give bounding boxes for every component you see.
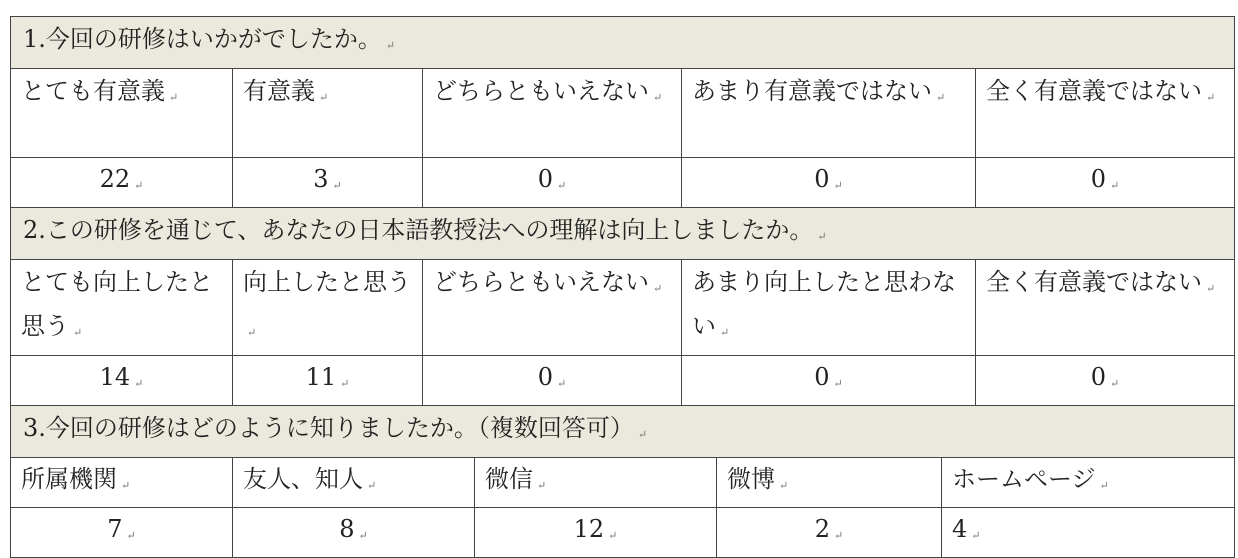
q1-count-2-value: 3 — [313, 165, 329, 193]
paragraph-mark: ↵ — [817, 230, 827, 243]
q2-option-5 — [976, 260, 1235, 356]
q2-option-1 — [11, 260, 233, 356]
paragraph-mark: ↵ — [73, 326, 83, 339]
paragraph-mark: ↵ — [653, 91, 663, 104]
q2-option-4-label: あまり向上したと思わない — [692, 268, 956, 340]
q1-option-5-label: 全く有意義ではない — [986, 77, 1202, 105]
survey-table-q1-q2 — [10, 16, 1235, 458]
question-1-text: 1.今回の研修はいかがでしたか。 — [23, 25, 382, 53]
q2-count-1-value: 14 — [99, 363, 131, 391]
question-3-row — [11, 406, 1235, 458]
paragraph-mark: ↵ — [340, 377, 350, 390]
q2-option-3-label: どちらともいえない — [433, 268, 649, 296]
q1-option-4 — [682, 69, 976, 158]
paragraph-mark: ↵ — [833, 179, 843, 192]
q1-option-3-label: どちらともいえない — [433, 77, 649, 105]
question-1-row — [11, 17, 1235, 69]
q2-option-2 — [233, 260, 423, 356]
q3-option-4 — [717, 458, 942, 508]
q2-option-4 — [682, 260, 976, 356]
q2-option-2-label: 向上したと思う — [243, 268, 411, 296]
q3-count-1-value: 7 — [107, 515, 123, 543]
q2-count-1 — [11, 356, 233, 406]
paragraph-mark: ↵ — [779, 479, 789, 492]
survey-table-q3 — [10, 457, 1235, 558]
q1-option-1-label: とても有意義 — [21, 77, 165, 105]
survey-results-document — [10, 16, 1234, 558]
paragraph-mark: ↵ — [557, 377, 567, 390]
q1-count-5 — [976, 158, 1235, 208]
q3-count-5 — [942, 508, 1235, 558]
q1-count-3-value: 0 — [537, 165, 554, 193]
q2-option-1-label: とても向上したと思う — [21, 268, 213, 340]
q1-count-1-value: 22 — [99, 165, 131, 193]
paragraph-mark: ↵ — [319, 91, 329, 104]
q3-option-1 — [11, 458, 233, 508]
q3-count-4-value: 2 — [814, 515, 831, 543]
paragraph-mark: ↵ — [833, 377, 843, 390]
question-3-text: 3.今回の研修はどのように知りましたか。（複数回答可） — [23, 414, 634, 442]
q1-option-1 — [11, 69, 233, 158]
paragraph-mark: ↵ — [169, 91, 179, 104]
paragraph-mark: ↵ — [367, 479, 377, 492]
q2-count-5-value: 0 — [1090, 363, 1107, 391]
q3-count-5-value: 4 — [952, 515, 968, 543]
q1-option-5 — [976, 69, 1235, 158]
paragraph-mark: ↵ — [537, 479, 547, 492]
q2-count-4-value: 0 — [814, 363, 830, 391]
q3-option-5 — [942, 458, 1235, 508]
q1-count-4-value: 0 — [814, 165, 830, 193]
paragraph-mark: ↵ — [134, 179, 144, 192]
paragraph-mark: ↵ — [134, 377, 144, 390]
q1-option-3 — [423, 69, 682, 158]
q2-count-2-value: 11 — [305, 363, 337, 391]
q3-count-4 — [717, 508, 942, 558]
paragraph-mark: ↵ — [332, 179, 342, 192]
q2-count-3 — [423, 356, 682, 406]
q1-count-2 — [233, 158, 423, 208]
q3-count-2-value: 8 — [339, 515, 355, 543]
q1-option-4-label: あまり有意義ではない — [692, 77, 932, 105]
question-2-text: 2.この研修を通じて、あなたの日本語教授法への理解は向上しましたか。 — [23, 216, 814, 244]
q1-count-1 — [11, 158, 233, 208]
paragraph-mark: ↵ — [720, 326, 730, 339]
question-2-counts-row — [11, 356, 1235, 406]
q3-option-5-label: ホームページ — [952, 465, 1096, 493]
paragraph-mark: ↵ — [358, 529, 368, 542]
q3-option-2 — [233, 458, 475, 508]
paragraph-mark: ↵ — [126, 529, 136, 542]
q3-option-1-label: 所属機関 — [21, 465, 117, 493]
paragraph-mark: ↵ — [121, 479, 131, 492]
question-2-row — [11, 208, 1235, 260]
q3-option-3-label: 微信 — [485, 465, 533, 493]
paragraph-mark: ↵ — [247, 326, 257, 339]
question-1-title — [11, 17, 1235, 69]
question-3-options-row — [11, 458, 1235, 508]
paragraph-mark: ↵ — [1110, 377, 1120, 390]
q3-option-3 — [475, 458, 717, 508]
question-1-options-row — [11, 69, 1235, 158]
question-2-title — [11, 208, 1235, 260]
paragraph-mark: ↵ — [971, 529, 981, 542]
q2-count-3-value: 0 — [537, 363, 554, 391]
q1-count-5-value: 0 — [1090, 165, 1107, 193]
question-2-options-row — [11, 260, 1235, 356]
paragraph-mark: ↵ — [1099, 479, 1109, 492]
q2-option-3 — [423, 260, 682, 356]
paragraph-mark: ↵ — [1206, 282, 1216, 295]
paragraph-mark: ↵ — [608, 529, 618, 542]
question-3-counts-row — [11, 508, 1235, 558]
q1-count-4 — [682, 158, 976, 208]
question-3-title — [11, 406, 1235, 458]
paragraph-mark: ↵ — [834, 529, 844, 542]
q3-option-4-label: 微博 — [727, 465, 775, 493]
q2-count-2 — [233, 356, 423, 406]
q1-option-2-label: 有意義 — [243, 77, 315, 105]
paragraph-mark: ↵ — [936, 91, 946, 104]
paragraph-mark: ↵ — [557, 179, 567, 192]
q3-count-2 — [233, 508, 475, 558]
q2-count-4 — [682, 356, 976, 406]
paragraph-mark: ↵ — [653, 282, 663, 295]
question-1-counts-row — [11, 158, 1235, 208]
q3-option-2-label: 友人、知人 — [243, 465, 363, 493]
q2-count-5 — [976, 356, 1235, 406]
q3-count-1 — [11, 508, 233, 558]
q3-count-3 — [475, 508, 717, 558]
paragraph-mark: ↵ — [1110, 179, 1120, 192]
q3-count-3-value: 12 — [573, 515, 605, 543]
q2-option-5-label: 全く有意義ではない — [986, 268, 1202, 296]
paragraph-mark: ↵ — [1206, 91, 1216, 104]
paragraph-mark: ↵ — [385, 39, 396, 52]
paragraph-mark: ↵ — [637, 428, 648, 441]
q1-option-2 — [233, 69, 423, 158]
q1-count-3 — [423, 158, 682, 208]
